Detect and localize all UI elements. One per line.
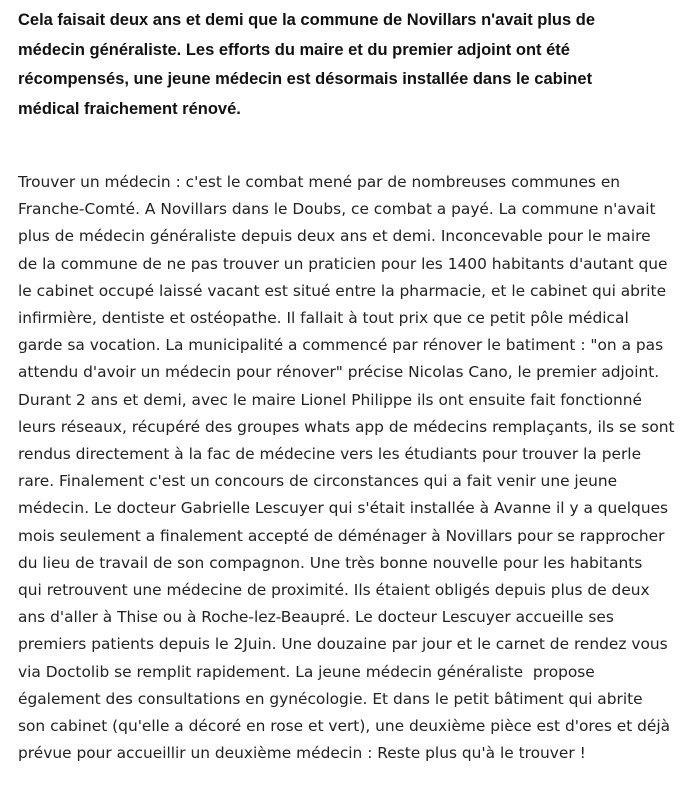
body-line: également des consultations en gynécologie. Et dans le petit bâtiment qui abrite [18, 689, 643, 708]
body-line: Durant 2 ans et demi, avec le maire Lionel Philippe ils ont ensuite fait fonctionné [18, 390, 643, 409]
body-line: qui retrouvent une médecine de proximité. Ils étaient obligés depuis plus de deux [18, 581, 650, 600]
body-line: garde sa vocation. La municipalité a commencé par rénover le batiment : "on a pas [18, 336, 664, 355]
article-lead: Cela faisait deux ans et demi que la commune de Novillars n'avait plus de médecin généraliste. Les efforts du maire et du premier adjoint ont été récompensés, une jeune médecin est désormais installée dans le cabinet médical fraichement rénové. [18, 11, 596, 118]
body-line: rendus directement à la fac de médecine vers les étudiants pour trouver la perle [18, 445, 642, 464]
body-line: du lieu de travail de son compagnon. Une très bonne nouvelle pour les habitants [18, 553, 643, 572]
body-line: mois seulement a finalement accepté de déménager à Novillars pour se rapprocher [18, 526, 665, 545]
body-line: son cabinet (qu'elle a décoré en rose et vert), une deuxième pièce est d'ores et déjà [18, 717, 671, 736]
body-line: plus de médecin généraliste depuis deux ans et demi. Inconcevable pour le maire [18, 227, 651, 246]
body-line: infirmière, dentiste et ostéopathe. Il fallait à tout prix que ce petit pôle médical [18, 309, 629, 328]
body-line: via Doctolib se remplit rapidement. La jeune médecin généraliste propose [18, 662, 595, 681]
body-line: le cabinet occupé laissé vacant est situé entre la pharmacie, et le cabinet qui abrite [18, 281, 667, 300]
body-line: attendu d'avoir un médecin pour rénover" précise Nicolas Cano, le premier adjoint. [18, 363, 660, 382]
body-line: prévue pour accueillir un deuxième médecin : Reste plus qu'à le trouver ! [18, 744, 586, 763]
body-line: rare. Finalement c'est un concours de circonstances qui a fait venir une jeune [18, 472, 618, 491]
body-line: leurs réseaux, récupéré des groupes whats app de médecins remplaçants, ils se sont [18, 417, 675, 436]
body-line: de la commune de ne pas trouver un praticien pour les 1400 habitants d'autant que [18, 254, 668, 273]
body-line: Trouver un médecin : c'est le combat mené par de nombreuses communes en [18, 173, 621, 191]
body-line: ans d'aller à Thise ou à Roche-lez-Beaupré. Le docteur Lescuyer accueille ses [18, 608, 614, 627]
article-body [18, 169, 680, 767]
body-line: Franche-Comté. A Novillars dans le Doubs, ce combat a payé. La commune n'avait [18, 200, 656, 219]
body-line: médecin. Le docteur Gabrielle Lescuyer qui s'était installée à Avanne il y a quelques [18, 499, 669, 518]
body-line: premiers patients depuis le 2Juin. Une douzaine par jour et le carnet de rendez vous [18, 635, 668, 654]
article [18, 6, 680, 763]
